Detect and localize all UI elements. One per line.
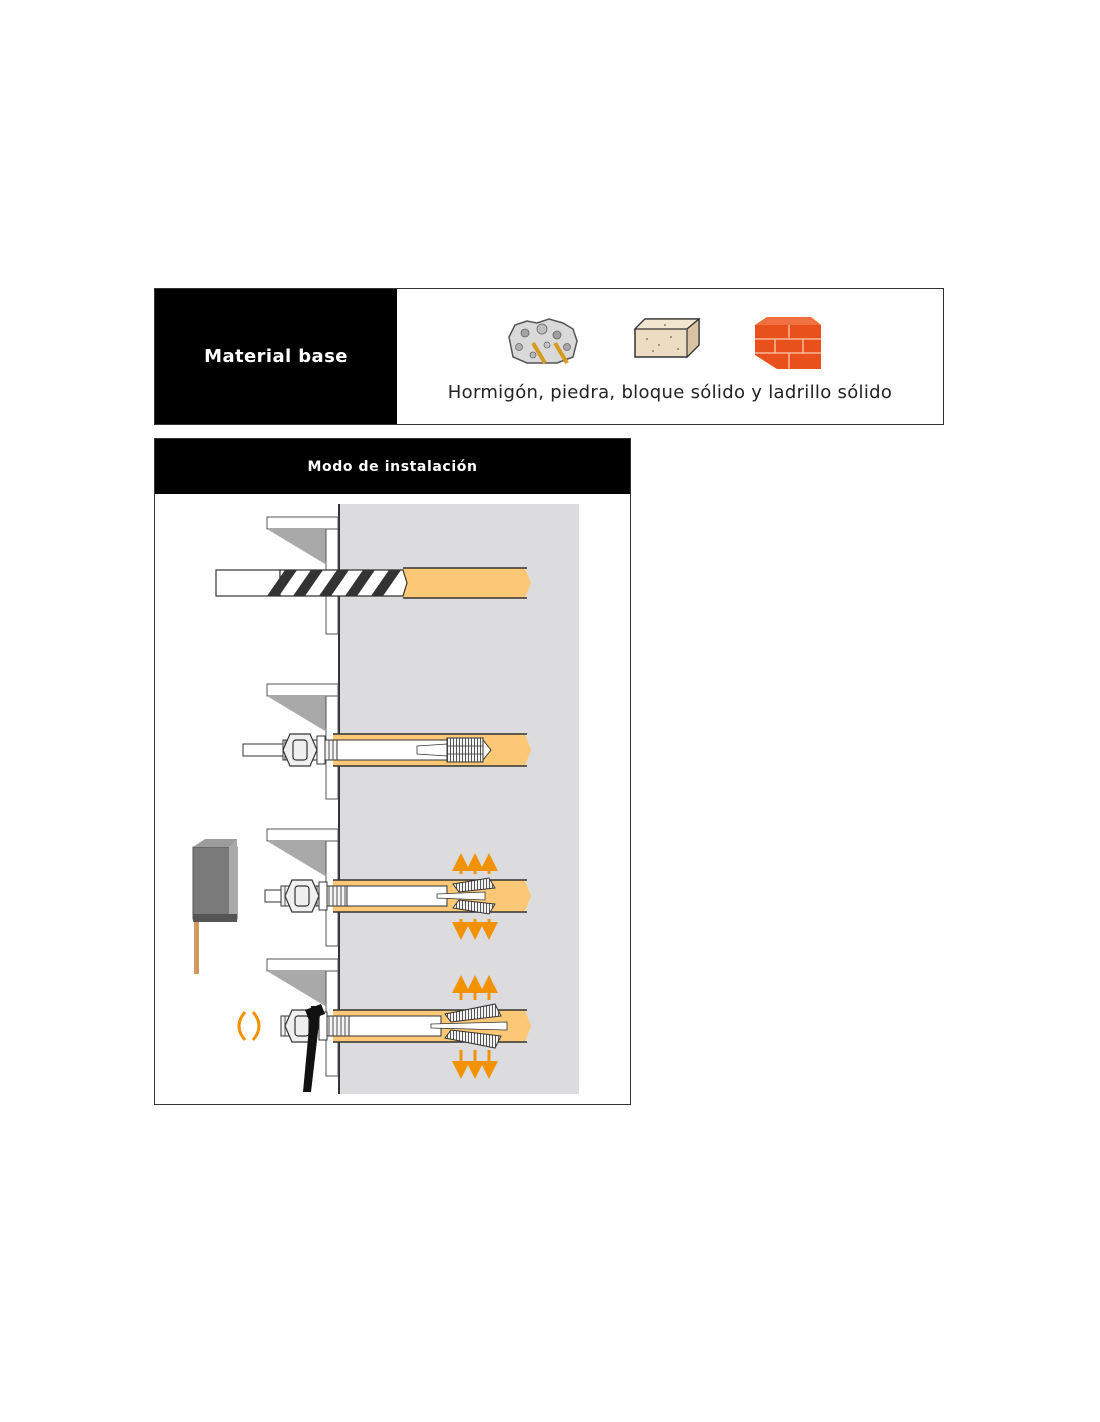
material-icons: [397, 299, 943, 371]
solid-block-icon: [635, 319, 699, 357]
material-content: [397, 289, 943, 424]
drilled-hole: [403, 568, 531, 598]
installation-title: Modo de instalación: [155, 439, 630, 494]
material-base-table: [154, 288, 944, 425]
hex-nut: [283, 734, 317, 766]
material-base-label: Material base: [155, 289, 397, 424]
hammer: [193, 839, 237, 974]
installation-diagram: [155, 494, 630, 1105]
hex-nut: [285, 880, 319, 912]
concrete-stone-icon: [509, 319, 577, 363]
rotation-icon: [239, 1012, 259, 1040]
anchor-bolt: [243, 736, 491, 764]
solid-brick-icon: [755, 317, 821, 369]
drill-bit: [216, 570, 407, 596]
material-description: Hormigón, piedra, bloque sólido y ladrillo sólido: [447, 382, 893, 403]
installation-panel: [154, 438, 631, 1105]
